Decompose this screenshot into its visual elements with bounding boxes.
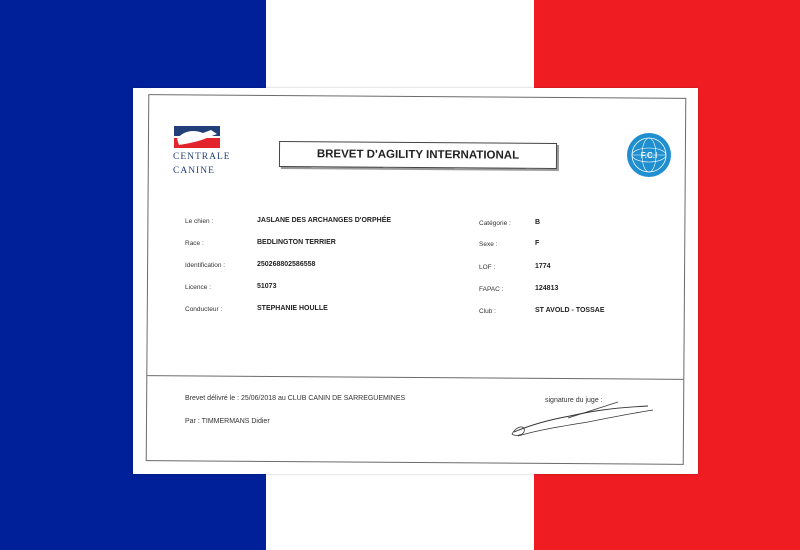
handler-value: STEPHANIE HOULLE	[257, 305, 328, 312]
logo-text-line1: CENTRALE	[173, 152, 231, 162]
licence-value: 51073	[257, 283, 277, 290]
logo-text-line2: CANINE	[173, 166, 215, 176]
issued-line: Brevet délivré le : 25/06/2018 au CLUB CANIN DE SARREGUEMINES	[185, 395, 406, 402]
identification-value: 250268802586558	[257, 261, 316, 268]
lof-label: LOF :	[479, 264, 496, 271]
licence-label: Licence :	[185, 284, 212, 291]
fci-seal-icon	[626, 132, 672, 178]
sex-value: F	[535, 240, 540, 247]
dog-logo-icon	[173, 125, 221, 149]
breed-label: Race :	[185, 240, 204, 247]
category-value: B	[535, 219, 541, 226]
seal-text: F.C.I	[640, 151, 658, 160]
club-value: ST AVOLD - TOSSAE	[535, 307, 605, 314]
handler-label: Conducteur :	[185, 306, 223, 313]
agility-certificate	[133, 88, 698, 474]
breed-value: BEDLINGTON TERRIER	[257, 239, 336, 246]
category-label: Catégorie :	[479, 220, 511, 227]
fapac-value: 124813	[535, 285, 559, 292]
footer-divider	[147, 375, 683, 380]
judge-signature	[508, 396, 658, 438]
fapac-label: FAPAC :	[479, 286, 504, 293]
sex-label: Sexe :	[479, 241, 498, 248]
centrale-canine-logo	[173, 125, 231, 177]
lof-value: 1774	[535, 263, 551, 270]
identification-label: Identification :	[185, 262, 226, 269]
certificate-title: BREVET D'AGILITY INTERNATIONAL	[279, 141, 557, 169]
dog-name-label: Le chien :	[185, 218, 214, 225]
dog-name-value: JASLANE DES ARCHANGES D'ORPHÉE	[257, 217, 392, 224]
signature-label: signature du juge :	[545, 397, 603, 404]
club-label: Club :	[479, 308, 496, 315]
judge-line: Par : TIMMERMANS Didier	[185, 418, 270, 425]
